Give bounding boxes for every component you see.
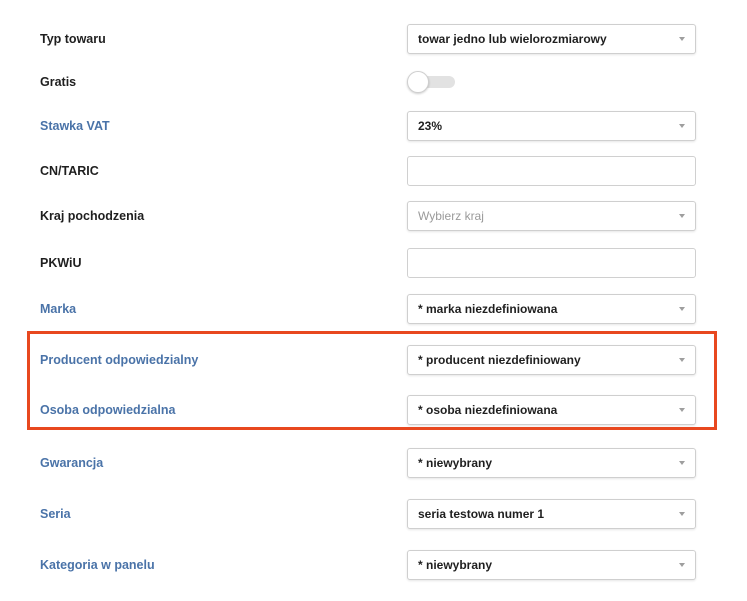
field-row-typ-towaru [0,19,747,59]
label-typ-towaru: Typ towaru [40,32,106,46]
chevron-down-icon [679,124,685,128]
select-kategoria-w-panelu[interactable] [407,550,696,580]
select-kraj-pochodzenia[interactable] [407,201,696,231]
label-osoba-odpowiedzialna[interactable]: Osoba odpowiedzialna [40,403,176,417]
field-row-cn-taric [0,151,747,191]
chevron-down-icon [679,307,685,311]
select-gwarancja[interactable] [407,448,696,478]
field-row-kraj-pochodzenia [0,196,747,236]
chevron-down-icon [679,512,685,516]
label-kategoria-w-panelu[interactable]: Kategoria w panelu [40,558,155,572]
input-pkwiu[interactable] [407,248,696,278]
select-seria[interactable] [407,499,696,529]
chevron-down-icon [679,37,685,41]
chevron-down-icon [679,461,685,465]
field-row-marka [0,289,747,329]
select-marka[interactable] [407,294,696,324]
select-osoba-odpowiedzialna[interactable] [407,395,696,425]
select-seria-value: seria testowa numer 1 [418,507,545,521]
label-producent-odpowiedzialny[interactable]: Producent odpowiedzialny [40,353,199,367]
select-kategoria-w-panelu-value: * niewybrany [418,558,493,572]
field-row-osoba-odpowiedzialna [0,390,747,430]
select-kraj-pochodzenia-placeholder: Wybierz kraj [418,209,484,223]
label-gratis: Gratis [40,75,77,89]
select-stawka-vat-value: 23% [418,119,443,133]
field-row-gratis [0,62,747,102]
chevron-down-icon [679,358,685,362]
select-stawka-vat[interactable] [407,111,696,141]
toggle-knob [407,71,429,93]
label-stawka-vat[interactable]: Stawka VAT [40,119,110,133]
select-producent-odpowiedzialny[interactable] [407,345,696,375]
label-kraj-pochodzenia: Kraj pochodzenia [40,209,145,223]
select-marka-value: * marka niezdefiniowana [418,302,558,316]
field-row-gwarancja [0,443,747,483]
field-row-stawka-vat [0,106,747,146]
field-row-kategoria-w-panelu [0,545,747,585]
chevron-down-icon [679,563,685,567]
label-seria[interactable]: Seria [40,507,71,521]
select-typ-towaru[interactable] [407,24,696,54]
select-osoba-odpowiedzialna-value: * osoba niezdefiniowana [418,403,558,417]
input-cn-taric[interactable] [407,156,696,186]
chevron-down-icon [679,214,685,218]
label-marka[interactable]: Marka [40,302,77,316]
chevron-down-icon [679,408,685,412]
field-row-producent-odpowiedzialny [0,340,747,380]
label-pkwiu: PKWiU [40,256,82,270]
field-row-seria [0,494,747,534]
label-cn-taric: CN/TARIC [40,164,99,178]
select-typ-towaru-value: towar jedno lub wielorozmiarowy [418,32,607,46]
toggle-gratis[interactable] [407,71,455,93]
select-producent-odpowiedzialny-value: * producent niezdefiniowany [418,353,581,367]
select-gwarancja-value: * niewybrany [418,456,493,470]
field-row-pkwiu [0,243,747,283]
label-gwarancja[interactable]: Gwarancja [40,456,104,470]
